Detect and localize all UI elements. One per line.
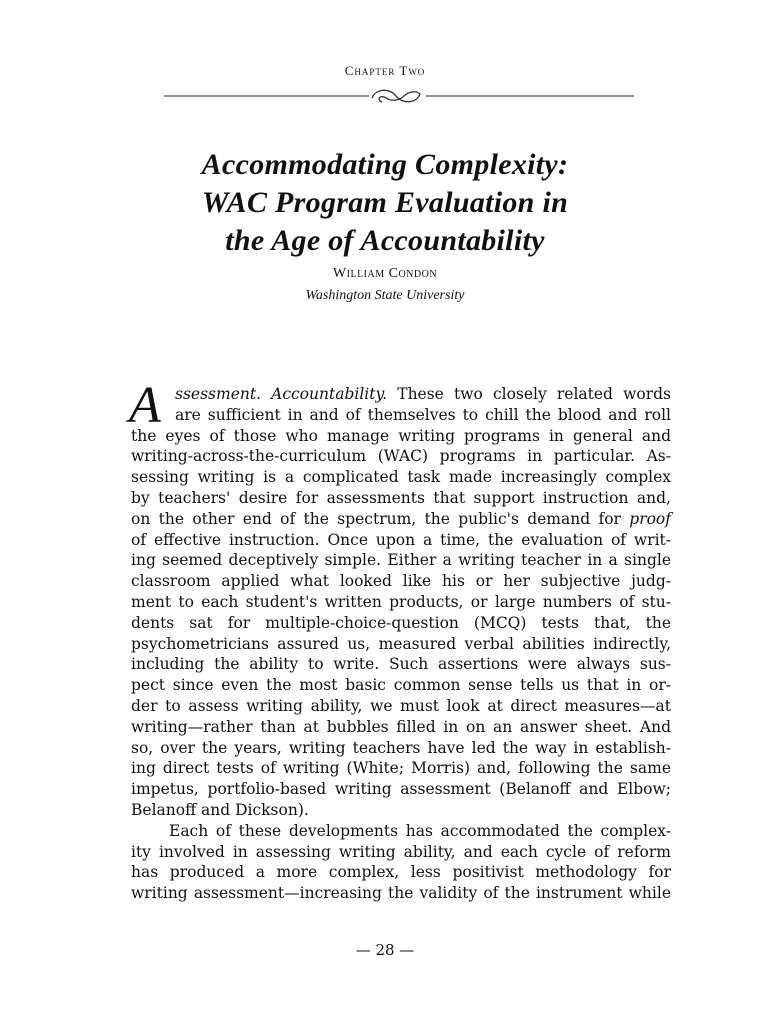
text-line: has produced a more complex, less positivist methodology for — [131, 863, 671, 882]
text-line: on the other end of the spectrum, the public's demand for proof — [131, 509, 671, 528]
drop-cap: A — [129, 377, 161, 434]
body-text — [129, 377, 671, 904]
text-line: ing seemed deceptively simple. Either a writing teacher in a single — [131, 551, 671, 570]
author-name: William Condon — [332, 266, 438, 281]
title-line: Accommodating Complexity: — [201, 148, 569, 181]
text-line: der to assess writing ability, we must look at direct measures—at — [131, 696, 671, 715]
text-line: ment to each student's written products, or large numbers of stu- — [131, 592, 671, 611]
text-line: are sufficient in and of themselves to chill the blood and roll — [175, 405, 671, 424]
text-line: impetus, portfolio-based writing assessment (Belanoff and Elbow; — [131, 780, 671, 799]
page-number: — 28 — — [355, 941, 415, 959]
text-line: writing—rather than at bubbles filled in on an answer sheet. And — [131, 717, 671, 736]
text-line: ity involved in assessing writing ability, and each cycle of reform — [131, 842, 671, 861]
title-line: the Age of Accountability — [225, 224, 545, 257]
text-line: pect since even the most basic common sense tells us that in or- — [131, 676, 671, 695]
text-line: Belanoff and Dickson). — [131, 800, 309, 819]
text-line: writing-across-the-curriculum (WAC) programs in particular. As- — [131, 447, 671, 466]
text-line: classroom applied what looked like his or her subjective judg- — [131, 572, 671, 591]
title-line: WAC Program Evaluation in — [201, 186, 569, 219]
text-line: Each of these developments has accommodated the complex- — [169, 821, 671, 840]
chapter-title — [0, 146, 770, 260]
ornament-rule — [164, 86, 634, 106]
text-line: dents sat for multiple-choice-question (MCQ) tests that, the — [131, 613, 671, 632]
text-line: the eyes of those who manage writing programs in general and — [131, 426, 671, 445]
text-line: including the ability to write. Such assertions were always sus- — [131, 655, 671, 674]
text-line: of effective instruction. Once upon a time, the evaluation of writ- — [131, 530, 671, 549]
chapter-label: Chapter Two — [344, 63, 426, 78]
text-line: psychometricians assured us, measured verbal abilities indirectly, — [131, 634, 671, 653]
text-line: by teachers' desire for assessments that support instruction and, — [131, 488, 671, 507]
opening-lines — [129, 377, 671, 434]
text-line: ssessment. Accountability. These two closely related words — [175, 385, 671, 403]
author-affiliation: Washington State University — [305, 288, 465, 303]
text-line: ing direct tests of writing (White; Morris) and, following the same — [131, 759, 671, 778]
text-line: so, over the years, writing teachers have led the way in establish- — [131, 738, 671, 757]
flourish-icon — [372, 90, 420, 102]
text-line: writing assessment—increasing the validity of the instrument while — [131, 884, 671, 903]
text-line: sessing writing is a complicated task made increasingly complex — [131, 468, 671, 487]
